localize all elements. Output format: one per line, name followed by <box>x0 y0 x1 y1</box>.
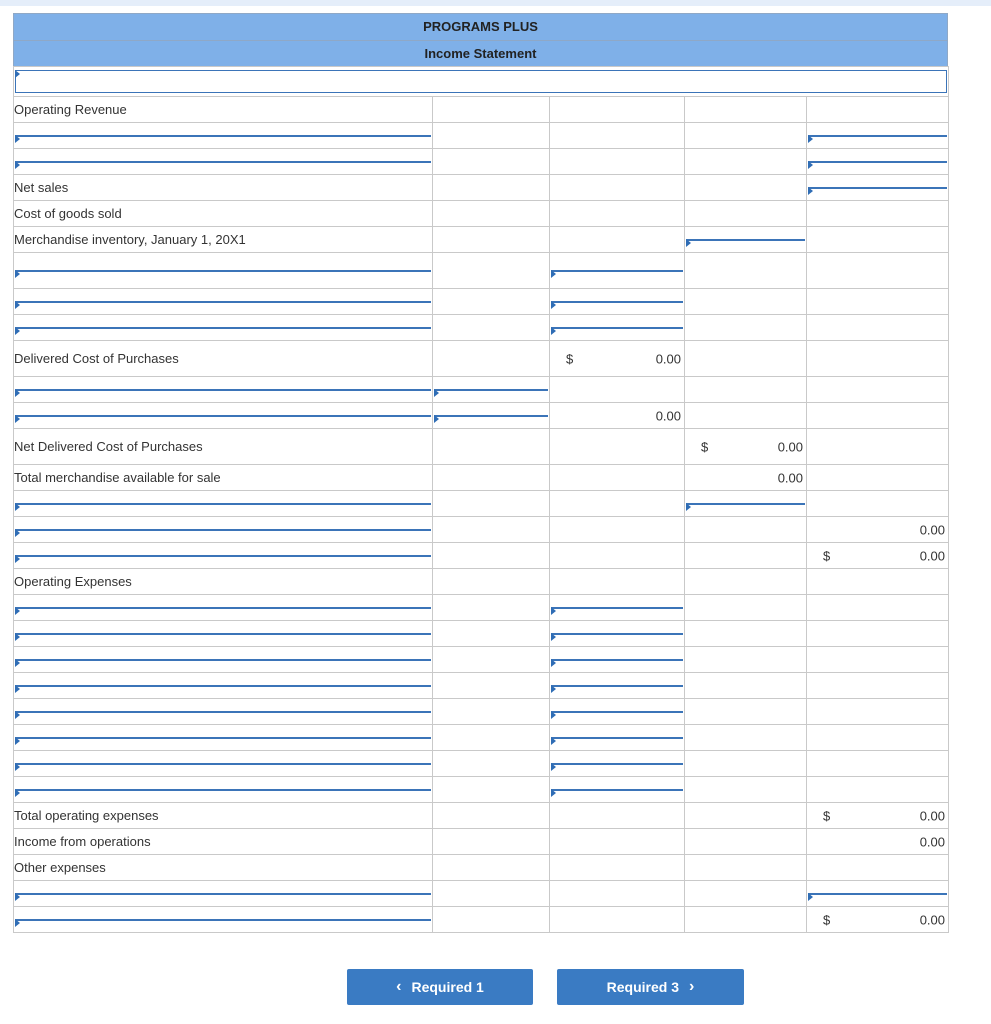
expense-amount-input-3[interactable] <box>551 659 683 661</box>
table-row <box>14 595 949 621</box>
net-income-account-input[interactable] <box>15 919 431 921</box>
statement-table <box>13 66 949 933</box>
table-row <box>14 751 949 777</box>
expense-amount-input-6[interactable] <box>551 737 683 739</box>
table-row <box>14 907 949 933</box>
expense-amount-input-1[interactable] <box>551 607 683 609</box>
purchases-account-input-1[interactable] <box>15 270 431 272</box>
required-1-button[interactable] <box>347 969 533 1005</box>
purchases-amount-input-1[interactable] <box>551 270 683 272</box>
ending-inventory-account-input[interactable] <box>15 503 431 505</box>
table-row <box>14 725 949 751</box>
expense-amount-input-2[interactable] <box>551 633 683 635</box>
cogs-total-value: 0.00 <box>919 548 945 563</box>
revenue-account-input[interactable] <box>15 135 431 137</box>
currency-symbol: $ <box>823 912 831 927</box>
expense-account-input-8[interactable] <box>15 789 431 791</box>
cost-of-goods-sold-label: Cost of goods sold <box>14 201 433 227</box>
expense-account-input-1[interactable] <box>15 607 431 609</box>
revenue-deduction-account-input[interactable] <box>15 161 431 163</box>
total-operating-expenses-value: 0.00 <box>919 808 945 823</box>
expense-amount-input-4[interactable] <box>551 685 683 687</box>
table-row <box>14 777 949 803</box>
net-sales-amount-input[interactable] <box>808 187 947 189</box>
required-1-label: Required 1 <box>411 979 484 995</box>
cogs-account-input[interactable] <box>15 529 431 531</box>
period-input[interactable] <box>15 70 947 93</box>
delivered-cost-value: 0.00 <box>655 351 681 366</box>
gross-profit-account-input[interactable] <box>15 555 431 557</box>
income-from-operations-label: Income from operations <box>14 829 433 855</box>
table-row <box>14 377 949 403</box>
table-row <box>14 855 949 881</box>
income-from-operations-value: 0.00 <box>919 834 945 849</box>
operating-revenue-label: Operating Revenue <box>14 97 433 123</box>
total-operating-expenses-label: Total operating expenses <box>14 803 433 829</box>
table-row <box>14 803 949 829</box>
revenue-amount-input[interactable] <box>808 135 947 137</box>
total-merch-available-label: Total merchandise available for sale <box>14 465 433 491</box>
table-row <box>14 517 949 543</box>
net-sales-label: Net sales <box>14 175 433 201</box>
table-row <box>14 829 949 855</box>
expense-account-input-6[interactable] <box>15 737 431 739</box>
table-row <box>14 175 949 201</box>
expense-account-input-5[interactable] <box>15 711 431 713</box>
purchases-deduction-account-input-2[interactable] <box>15 415 431 417</box>
table-row <box>14 289 949 315</box>
purchases-account-input-2[interactable] <box>15 301 431 303</box>
merch-inventory-amount-input[interactable] <box>686 239 805 241</box>
company-name: PROGRAMS PLUS <box>423 19 538 34</box>
purchases-deduction-account-input-1[interactable] <box>15 389 431 391</box>
table-row <box>14 403 949 429</box>
currency-symbol: $ <box>823 548 831 563</box>
table-row <box>14 647 949 673</box>
currency-symbol: $ <box>701 439 709 454</box>
top-band <box>0 0 991 6</box>
statement-header <box>13 13 948 66</box>
operating-expenses-label: Operating Expenses <box>14 569 433 595</box>
table-row <box>14 429 949 465</box>
chevron-right-icon: › <box>689 978 695 995</box>
revenue-deduction-amount-input[interactable] <box>808 161 947 163</box>
net-delivered-cost-label: Net Delivered Cost of Purchases <box>14 429 433 465</box>
required-3-button[interactable] <box>557 969 744 1005</box>
expense-account-input-7[interactable] <box>15 763 431 765</box>
ending-inventory-amount-input[interactable] <box>686 503 805 505</box>
income-statement-sheet <box>13 13 948 933</box>
table-row <box>14 315 949 341</box>
required-3-label: Required 3 <box>606 979 680 995</box>
table-row <box>14 621 949 647</box>
purchases-amount-input-2[interactable] <box>551 301 683 303</box>
other-expense-account-input[interactable] <box>15 893 431 895</box>
purchases-account-input-3[interactable] <box>15 327 431 329</box>
currency-symbol: $ <box>566 351 574 366</box>
total-merch-available-value: 0.00 <box>777 470 803 485</box>
expense-account-input-2[interactable] <box>15 633 431 635</box>
table-row <box>14 97 949 123</box>
expense-amount-input-5[interactable] <box>551 711 683 713</box>
table-row <box>14 227 949 253</box>
table-row <box>14 123 949 149</box>
table-row <box>14 673 949 699</box>
table-row <box>14 341 949 377</box>
table-row <box>14 67 949 97</box>
other-expenses-label: Other expenses <box>14 855 433 881</box>
table-row <box>14 491 949 517</box>
table-row <box>14 881 949 907</box>
table-row <box>14 465 949 491</box>
table-row <box>14 201 949 227</box>
table-row <box>14 569 949 595</box>
other-total-value: 0.00 <box>919 912 945 927</box>
expense-account-input-3[interactable] <box>15 659 431 661</box>
currency-symbol: $ <box>823 808 831 823</box>
chevron-left-icon: ‹ <box>396 978 402 995</box>
expense-amount-input-7[interactable] <box>551 763 683 765</box>
other-expense-amount-input[interactable] <box>808 893 947 895</box>
purchases-deduction-amount-input-2[interactable] <box>434 415 548 417</box>
table-row <box>14 253 949 289</box>
purchases-deduction-amount-input-1[interactable] <box>434 389 548 391</box>
table-row <box>14 543 949 569</box>
merch-inventory-label: Merchandise inventory, January 1, 20X1 <box>14 227 433 253</box>
purchases-amount-input-3[interactable] <box>551 327 683 329</box>
expense-account-input-4[interactable] <box>15 685 431 687</box>
table-row <box>14 699 949 725</box>
cogs-subtotal-value: 0.00 <box>919 522 945 537</box>
delivered-cost-label: Delivered Cost of Purchases <box>14 341 433 377</box>
table-row <box>14 149 949 175</box>
expense-amount-input-8[interactable] <box>551 789 683 791</box>
purchases-subtotal-value: 0.00 <box>655 408 681 423</box>
statement-title: Income Statement <box>14 40 947 66</box>
net-delivered-cost-value: 0.00 <box>777 439 803 454</box>
